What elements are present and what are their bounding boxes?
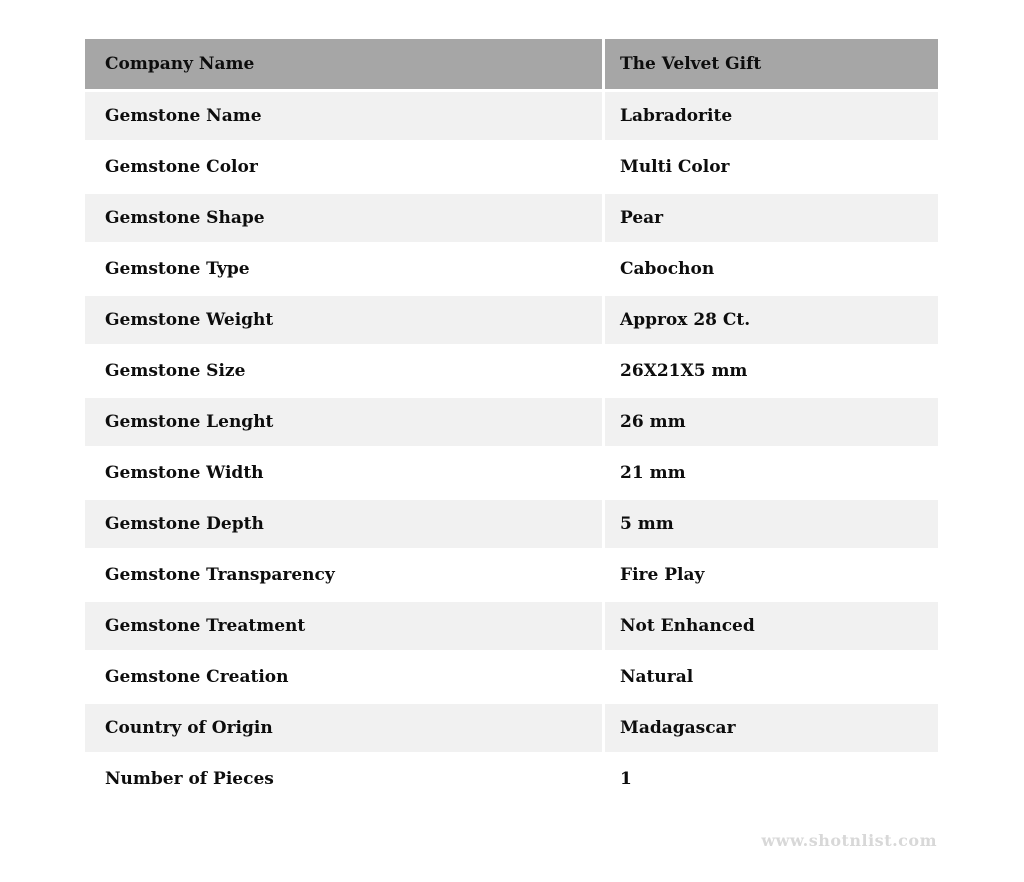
watermark: www.shotnlist.com	[761, 831, 937, 850]
row-label-cell: Gemstone Transparency	[85, 551, 602, 599]
row-label-cell: Gemstone Name	[85, 92, 602, 140]
row-label-cell: Gemstone Depth	[85, 500, 602, 548]
row-value-cell: Labradorite	[605, 92, 938, 140]
row-value-cell: Fire Play	[605, 551, 938, 599]
row-value-cell: 26X21X5 mm	[605, 347, 938, 395]
row-value-cell: 26 mm	[605, 398, 938, 446]
row-label-cell: Gemstone Size	[85, 347, 602, 395]
row-label-cell: Gemstone Weight	[85, 296, 602, 344]
row-label-cell: Gemstone Width	[85, 449, 602, 497]
row-label-cell: Number of Pieces	[85, 755, 602, 803]
row-label-cell: Gemstone Creation	[85, 653, 602, 701]
row-label-cell: Gemstone Lenght	[85, 398, 602, 446]
row-label-cell: Gemstone Treatment	[85, 602, 602, 650]
row-label-cell: Gemstone Shape	[85, 194, 602, 242]
row-label-cell: Gemstone Color	[85, 143, 602, 191]
row-label-cell: Gemstone Type	[85, 245, 602, 293]
header-value-cell: The Velvet Gift	[605, 39, 938, 89]
row-value-cell: Natural	[605, 653, 938, 701]
gemstone-details-table	[85, 39, 938, 803]
row-value-cell: 1	[605, 755, 938, 803]
row-value-cell: Cabochon	[605, 245, 938, 293]
row-label-cell: Country of Origin	[85, 704, 602, 752]
header-label-cell: Company Name	[85, 39, 602, 89]
row-value-cell: Madagascar	[605, 704, 938, 752]
row-value-cell: Pear	[605, 194, 938, 242]
row-value-cell: 5 mm	[605, 500, 938, 548]
row-value-cell: 21 mm	[605, 449, 938, 497]
row-value-cell: Multi Color	[605, 143, 938, 191]
row-value-cell: Not Enhanced	[605, 602, 938, 650]
row-value-cell: Approx 28 Ct.	[605, 296, 938, 344]
